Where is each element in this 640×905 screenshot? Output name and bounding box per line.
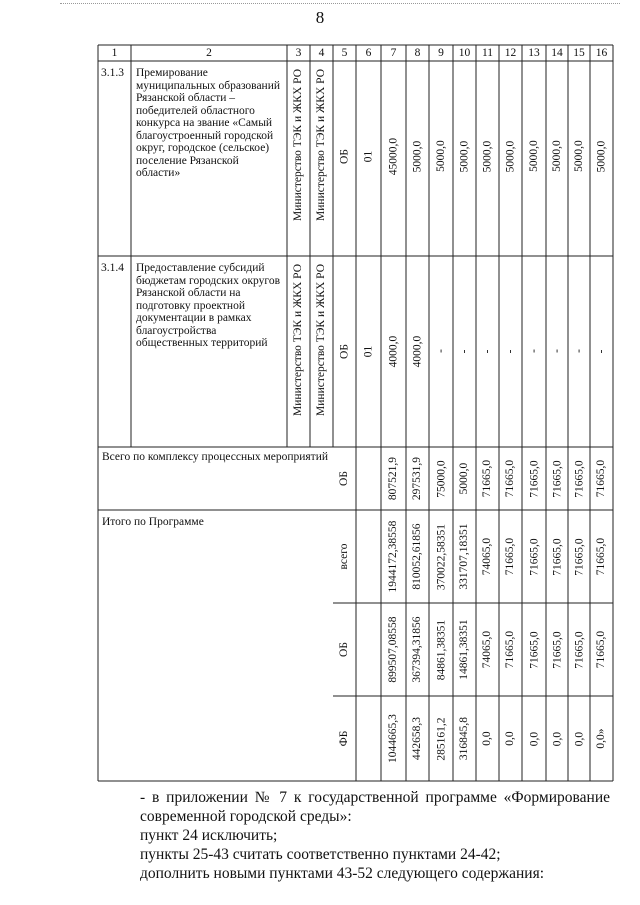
column-header: 7 (390, 47, 397, 59)
value-cell: 75000,0 (435, 459, 447, 498)
co-executor-cell: Министерство ТЭК и ЖКХ РО (315, 264, 327, 416)
value-cell: 367394,31856 (411, 616, 423, 683)
funding-source-cell: ОБ (338, 471, 350, 486)
column-header: 16 (595, 47, 608, 59)
value-cell: 1944172,38558 (387, 520, 399, 593)
value-cell: 84861,38351 (435, 619, 447, 680)
paragraph-item-3: дополнить новыми пунктами 43-52 следующего содержания: (140, 865, 545, 882)
value-cell: 71665,0 (595, 459, 607, 498)
value-cell: 71665,0 (551, 459, 563, 498)
value-cell: 316845,8 (458, 716, 470, 761)
value-cell: 0,0 (528, 731, 540, 746)
value-cell: 74065,0 (481, 537, 493, 576)
value-cell: 71665,0 (551, 630, 563, 669)
value-cell: 5000,0 (504, 140, 516, 172)
value-cell: 5000,0 (458, 140, 470, 172)
column-header: 15 (573, 47, 585, 59)
total-complex-label: Всего по комплексу процессных мероприятий (102, 451, 329, 463)
value-cell: 71665,0 (528, 459, 540, 498)
column-header: 4 (318, 47, 325, 59)
value-cell: 71665,0 (528, 537, 540, 576)
value-cell: 71665,0 (504, 459, 516, 498)
value-cell: - (481, 349, 493, 353)
value-cell: 0,0 (573, 731, 585, 746)
executor-cell: Министерство ТЭК и ЖКХ РО (292, 69, 304, 221)
value-cell: 71665,0 (573, 537, 585, 576)
column-header: 5 (341, 47, 348, 59)
page-number: 8 (315, 8, 325, 27)
column-header: 1 (111, 47, 118, 59)
funding-source-cell: ОБ (338, 642, 350, 657)
value-cell: 71665,0 (573, 630, 585, 669)
value-cell: - (573, 349, 585, 353)
value-cell: 899507,08558 (387, 616, 399, 683)
value-cell: 14861,38351 (458, 619, 470, 680)
column-header: 2 (206, 47, 212, 59)
value-cell: - (595, 349, 607, 353)
value-cell: 5000,0 (458, 462, 470, 495)
funding-source-cell: ОБ (338, 148, 350, 164)
value-cell: 4000,0 (411, 335, 423, 367)
value-cell: 71665,0 (504, 630, 516, 669)
value-cell: 5000,0 (435, 140, 447, 172)
column-header: 3 (295, 47, 302, 59)
co-executor-cell: Министерство ТЭК и ЖКХ РО (315, 69, 327, 221)
value-cell: - (551, 349, 563, 353)
paragraph-intro: - в приложении № 7 к государственной программе «Формирование современной городской среды»: (140, 789, 610, 825)
value-cell: 5000,0 (573, 140, 585, 172)
value-cell: 71665,0 (551, 537, 563, 576)
row-name: Премирование муниципальных образований Рязанской области – победителей областного конкурса на звание «Самый благоустроенный городской округ, городское (сельское) поселение Рязанской области» (136, 67, 281, 179)
column-header: 10 (458, 47, 471, 59)
paragraph-item-1: пункт 24 исключить; (140, 827, 278, 844)
value-cell: 71665,0 (595, 537, 607, 576)
value-cell: 0,0 (551, 731, 563, 746)
value-cell: 5000,0 (481, 140, 493, 172)
code-cell: 01 (362, 150, 374, 162)
value-cell: 0,0 (481, 731, 493, 746)
value-cell: 0,0» (595, 728, 607, 749)
executor-cell: Министерство ТЭК и ЖКХ РО (292, 264, 304, 416)
value-cell: 45000,0 (387, 137, 399, 175)
value-cell: 297531,9 (411, 456, 423, 501)
value-cell: 331707,18351 (458, 523, 470, 590)
value-cell: 74065,0 (481, 630, 493, 669)
value-cell: 370022,58351 (435, 523, 447, 590)
value-cell: 71665,0 (573, 459, 585, 498)
value-cell: 810052,61856 (411, 523, 423, 590)
value-cell: 5000,0 (411, 140, 423, 172)
value-cell: 71665,0 (595, 630, 607, 669)
row-number: 3.1.3 (101, 67, 124, 79)
paragraph-item-2: пункты 25-43 считать соответственно пунктами 24-42; (140, 846, 501, 863)
column-header: 6 (365, 47, 372, 59)
value-cell: - (458, 349, 470, 353)
column-header: 13 (528, 47, 540, 59)
value-cell: - (435, 349, 447, 353)
funding-source-cell: ОБ (338, 343, 350, 359)
row-name: Предоставление субсидий бюджетам городских округов Рязанской области на подготовку проектной документации в рамках благоустройства общественных территорий (136, 262, 280, 349)
column-header: 8 (414, 47, 421, 59)
value-cell: - (504, 349, 516, 353)
value-cell: 5000,0 (595, 140, 607, 172)
column-header: 11 (481, 47, 494, 59)
value-cell: 71665,0 (504, 537, 516, 576)
value-cell: 5000,0 (528, 140, 540, 172)
total-program-label: Итого по Программе (102, 516, 204, 528)
column-header: 14 (551, 47, 563, 59)
value-cell: 1044665,3 (387, 714, 399, 763)
funding-source-cell: всего (338, 543, 350, 570)
value-cell: 807521,9 (387, 456, 399, 501)
value-cell: 0,0 (504, 731, 516, 746)
row-number: 3.1.4 (101, 262, 124, 274)
value-cell: 4000,0 (387, 335, 399, 367)
value-cell: 5000,0 (551, 140, 563, 172)
value-cell: 71665,0 (528, 630, 540, 669)
code-cell: 01 (362, 345, 374, 357)
value-cell: 442658,3 (411, 716, 423, 761)
column-header: 9 (438, 47, 444, 59)
funding-source-cell: ФБ (338, 730, 350, 747)
value-cell: 71665,0 (481, 459, 493, 498)
column-header: 12 (504, 47, 517, 59)
value-cell: - (528, 349, 540, 353)
value-cell: 285161,2 (435, 716, 447, 761)
